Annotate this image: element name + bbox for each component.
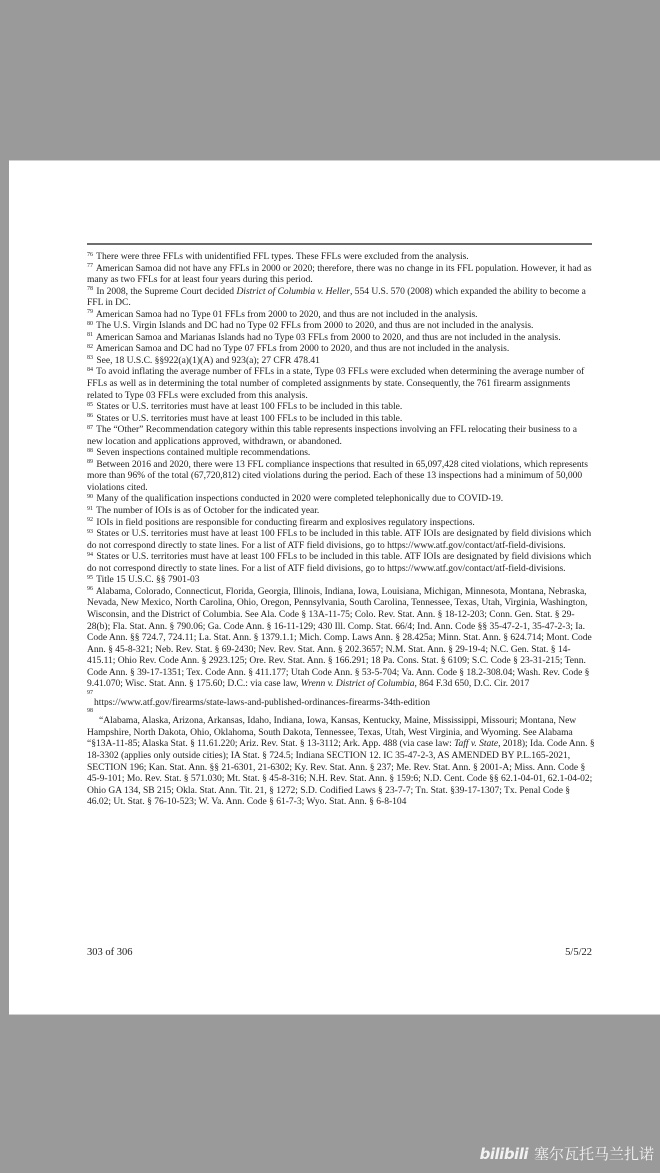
footnote-87: $^{87}$ The “Other” Recommendation category within this table represents inspections involving an FFL relocating their business to a new location and applications approved, withdrawn, or abandoned. [87,424,577,447]
footnote-81: $^{81}$ American Samoa and Marianas Islands had no Type 03 FFLs from 2000 to 2020, and thus are not included in the analysis. [87,331,561,343]
footnote-95: $^{95}$ Title 15 U.S.C. §§ 7901-03 [87,574,200,586]
footnote-86: $^{86}$ States or U.S. territories must have at least 100 FFLs to be included in this table. [87,412,403,424]
bilibili-logo-icon: bilibili [479,1144,528,1163]
footnote-79: $^{79}$ American Samoa had no Type 01 FFLs from 2000 to 2020, and thus are not included in the analysis. [87,308,478,320]
footnote-77: $^{77}$ American Samoa did not have any FFLs in 2000 or 2020; therefore, there was no change in its FFL population. However, it had as many as two FFLs for at least four years during this period. [87,262,592,286]
footnote-80: $^{80}$ The U.S. Virgin Islands and DC had no Type 02 FFLs from 2000 to 2020, and thus are not included in the analysis. [87,320,534,332]
footnote-97-link[interactable]: https://www.atf.gov/firearms/state-laws-and-published-ordinances-firearms-34th-edition [94,696,430,708]
footnote-96: $^{96}$ Alabama, Colorado, Connecticut, Florida, Georgia, Illinois, Indiana, Iowa, Louisiana, Michigan, Minnesota, Montana, Nebraska, Nevada, New Mexico, North Carolina, Ohio, Oregon, Pennsylvania, South Carolina, Tennessee, Texas, Utah, Virginia, Washington, Wisconsin, and the District of Columbia. See Ala. Code § 13A-11-75; Colo. Rev. Stat. Ann. § 18-12-203; Conn. Gen. Stat. § 29-28(b); Fla. Stat. Ann. § 790.06; Ga. Code Ann. § 16-11-129; 430 Ill. Comp. Stat. 66/4; Ind. Ann. Code §§ 35-47-2-1, 35-47-2-3; Ia. Code Ann. §§ 724.7, 724.11; La. Stat. Ann. § 1379.1.1; Mich. Comp. Laws Ann. § 28.425a; Minn. Stat. Ann. § 624.714; Mont. Code Ann. § 45-8-321; Neb. Rev. Stat. § 69-2430; Nev. Rev. Stat. Ann. § 202.3657; N.M. Stat. Ann. § 29-19-4; N.C. Gen. Stat. § 14-415.11; Ohio Rev. Code Ann. § 2923.125; Ore. Rev. Stat. Ann. § 166.291; 18 Pa. Cons. Stat. § 6109; S.C. Code § 23-31-215; Tenn. Code Ann. § 39-17-1351; Tex. Code Ann. § 411.177; Utah Code Ann. § 53-5-704; Va. Ann. Code § 18.2-308.04; Wash. Rev. Code § 9.41.070; Wisc. Stat. Ann. § 175.60; D.C.: via case law, Wrenn v. District of Columbia, 864 F.3d 650, D.C. Cir. 2017 [87,585,592,690]
footnotes-list [87,251,595,808]
footnote-90: $^{90}$ Many of the qualification inspections conducted in 2020 were completed telephonically due to COVID-19. [87,493,504,505]
footnote-82: $^{82}$ American Samoa and DC had no Type 07 FFLs from 2000 to 2020, and thus are not included in the analysis. [87,343,510,355]
footnote-94: $^{94}$ States or U.S. territories must have at least 100 FFLs to be included in this table. ATF IOIs are designated by field divisions which do not correspond directly to state lines. For a list of ATF field divisions, go to https://www.atf.gov/contact/atf-field-divisions. [87,551,592,574]
footnote-93: $^{93}$ States or U.S. territories must have at least 100 FFLs to be included in this table. ATF IOIs are designated by field divisions which do not correspond directly to state lines. For a list of ATF field divisions, go to https://www.atf.gov/contact/atf-field-divisions. [87,528,592,551]
footnote-separator [87,243,592,245]
channel-name: 塞尔瓦托马兰扎诺 [533,1145,654,1163]
footnote-78: $^{78}$ In 2008, the Supreme Court decided District of Columbia v. Heller, 554 U.S. 570 (2008) which expanded the ability to become a FFL in DC. [87,285,586,309]
footnote-92: $^{92}$ IOIs in field positions are responsible for conducting firearm and explosives regulatory inspections. [87,516,475,528]
footnote-76: $^{76}$ There were three FFLs with unidentified FFL types. These FFLs were excluded from the analysis. [87,251,469,262]
case-citation: Taff v. State [454,738,499,750]
footnote-91: $^{91}$ The number of IOIs is as of October for the indicated year. [87,505,320,517]
footnote-98: 98 “Alabama, Alaska, Arizona, Arkansas, Idaho, Indiana, Iowa, Kansas, Kentucky, Maine, Mississippi, Missouri; Montana, New Hampshire, North Dakota, Ohio, Oklahoma, South Dakota, Tennessee, Texas, Utah, West Virginia, and Wyoming. See Alabama “§13A-11-85; Alaska Stat. § 11.61.220; Ariz. Rev. Stat. § 13-3112; Ark. App. 488 (via case law: Taff v. State, 2018); Ida. Code Ann. § 18-3302 (applies only outside cities); IA Stat. § 724.5; Indiana SECTION 12. IC 35-47-2-3, AS AMENDED BY P.L.165-2021, SECTION 196; Kan. Stat. Ann. §§ 21-6301, 21-6302; Ky. Rev. Stat. Ann. § 237; Me. Rev. Stat. Ann. § 2001-A; Miss. Ann. Code § 45-9-101; Mo. Rev. Stat. § 571.030; Mt. Stat. § 45-8-316; N.H. Rev. Stat. Ann. § 159:6; N.D. Cent. Code §§ 62.1-04-01, 62.1-04-02; Ohio GA 134, SB 215; Okla. Stat. Ann. Tit. 21, § 1272; S.D. Codified Laws § 23-7-7; Tn. Stat. §39-17-1307; Tx. Penal Code § 46.02; Ut. Stat. § 76-10-523; W. Va. Ann. Code § 61-7-3; Wyo. Stat. Ann. § 6-8-104 [87,708,595,808]
document-date: 5/5/22 [565,947,592,958]
page-footer [87,947,592,958]
watermark [480,1143,654,1164]
case-citation: District of Columbia v. Heller [236,285,350,297]
page-number: 303 of 306 [87,947,133,958]
footnote-85: $^{85}$ States or U.S. territories must have at least 100 FFLs to be included in this table. [87,401,403,413]
footnote-84: $^{84}$ To avoid inflating the average number of FFLs in a state, Type 03 FFLs were excluded when determining the average number of FFLs as well as in determining the total number of completed assignments by state. Consequently, the 761 firearm assignments related to Type 03 FFLs were excluded from this analysis. [87,366,585,401]
footnote-97: 97 https://www.atf.gov/firearms/state-laws-and-published-ordinances-firearms-34th-edition [87,690,595,709]
footnote-88: $^{88}$ Seven inspections contained multiple recommendations. [87,447,311,459]
footnote-83: $^{83}$ See, 18 U.S.C. §§922(a)(1)(A) and 923(a); 27 CFR 478.41 [87,354,320,366]
case-citation: Wrenn v. District of Columbia [300,678,415,690]
footnote-89: $^{89}$ Between 2016 and 2020, there were 13 FFL compliance inspections that resulted in 65,097,428 cited violations, which represents more than 96% of the total (67,720,812) cited violations during the period. Each of these 13 inspections had a minimum of 50,000 violations cited. [87,458,588,493]
